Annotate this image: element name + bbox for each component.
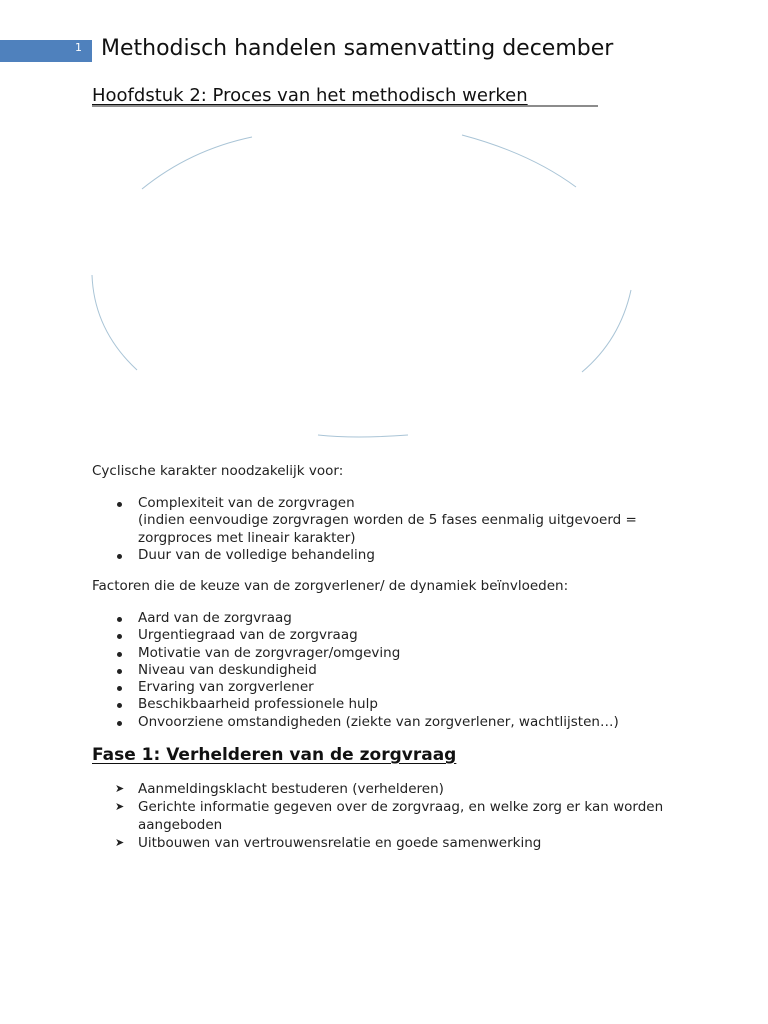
chapter-heading: Hoofdstuk 2: Proces van het methodisch werken bbox=[92, 85, 528, 106]
cyclic-list bbox=[92, 495, 692, 564]
list-item-text: Gerichte informatie gegeven over de zorgvraag, en welke zorg er kan worden aangeboden bbox=[138, 799, 664, 833]
list-item bbox=[92, 714, 692, 731]
list-item-text: Ervaring van zorgverlener bbox=[138, 679, 314, 696]
list-item-text: Onvoorziene omstandigheden (ziekte van zorgverlener, wachtlijsten…) bbox=[138, 713, 619, 730]
factors-list bbox=[92, 610, 692, 731]
bullet-icon bbox=[117, 721, 122, 726]
cycle-arc-left bbox=[92, 275, 137, 370]
list-item-text: Niveau van deskundigheid bbox=[138, 661, 317, 678]
bullet-icon bbox=[117, 652, 122, 657]
bullet-icon bbox=[117, 617, 122, 622]
cycle-arc-top-left bbox=[142, 137, 252, 189]
arrow-bullet-icon: ➤ bbox=[115, 836, 125, 849]
arrow-bullet-icon: ➤ bbox=[115, 782, 125, 795]
list-item bbox=[92, 645, 692, 662]
list-item bbox=[92, 547, 692, 564]
list-item bbox=[92, 798, 682, 834]
list-item-note: (indien eenvoudige zorgvragen worden de 5 fases eenmalig uitgevoerd = zorgproces met lineair karakter) bbox=[138, 512, 637, 546]
list-item-text: Duur van de volledige behandeling bbox=[138, 546, 375, 563]
cycle-arc-bottom bbox=[318, 435, 408, 437]
bullet-icon bbox=[117, 669, 122, 674]
list-item bbox=[92, 610, 692, 627]
page-number: 1 bbox=[75, 41, 82, 54]
list-item-text: Uitbouwen van vertrouwensrelatie en goede samenwerking bbox=[138, 835, 542, 851]
list-item-text: Aanmeldingsklacht bestuderen (verhelderen) bbox=[138, 781, 444, 797]
list-item bbox=[92, 662, 692, 679]
list-item-text: Aard van de zorgvraag bbox=[138, 610, 292, 626]
cycle-arc-top-right bbox=[462, 135, 576, 187]
phase-1-list bbox=[92, 780, 682, 852]
heading-rule bbox=[92, 105, 598, 107]
list-item bbox=[92, 627, 692, 644]
list-item-text: Urgentiegraad van de zorgvraag bbox=[138, 627, 358, 644]
list-item-text: Complexiteit van de zorgvragen bbox=[138, 495, 355, 511]
list-item-text: Motivatie van de zorgvrager/omgeving bbox=[138, 644, 401, 661]
phase-1-heading: Fase 1: Verhelderen van de zorgvraag bbox=[92, 745, 457, 765]
list-item bbox=[92, 679, 692, 696]
cycle-diagram bbox=[90, 125, 635, 445]
list-item bbox=[92, 696, 692, 713]
bullet-icon bbox=[117, 502, 122, 507]
list-item-text: Beschikbaarheid professionele hulp bbox=[138, 696, 378, 713]
bullet-icon bbox=[117, 554, 122, 559]
document-title: Methodisch handelen samenvatting december bbox=[101, 36, 614, 61]
factors-intro: Factoren die de keuze van de zorgverlener/ de dynamiek beïnvloeden: bbox=[92, 578, 569, 594]
bullet-icon bbox=[117, 686, 122, 691]
page-number-bar bbox=[0, 40, 92, 62]
list-item bbox=[92, 780, 682, 798]
arrow-bullet-icon: ➤ bbox=[115, 800, 125, 813]
bullet-icon bbox=[117, 634, 122, 639]
bullet-icon bbox=[117, 703, 122, 708]
cyclic-intro: Cyclische karakter noodzakelijk voor: bbox=[92, 463, 344, 479]
list-item bbox=[92, 834, 682, 852]
cycle-arc-right bbox=[582, 290, 631, 372]
list-item bbox=[92, 495, 692, 547]
